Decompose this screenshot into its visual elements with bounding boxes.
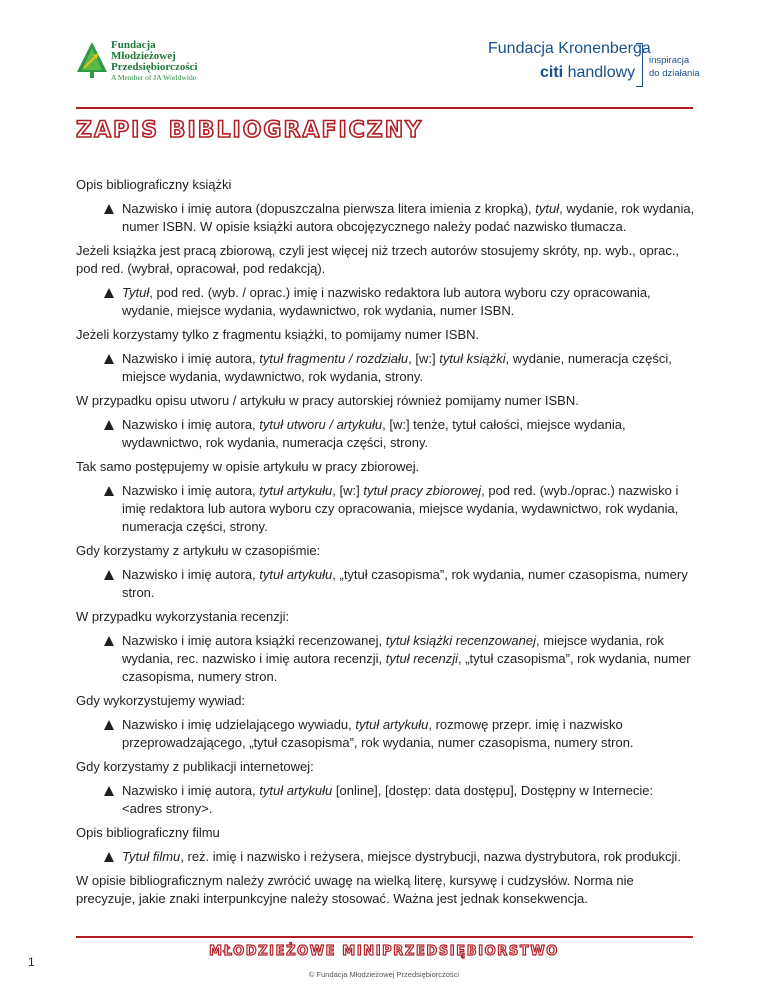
text-run: , [w:]: [332, 483, 364, 498]
kronenberg-logo: [488, 40, 698, 90]
kronenberg-logo-name: Fundacja Kronenberga: [488, 40, 651, 57]
footer-divider: [76, 936, 693, 938]
triangle-bullet-icon: [104, 288, 114, 298]
text-run: , „tytuł czasopisma”, rok wydania, numer czasopisma, numery stron.: [122, 651, 691, 684]
italic-text: Tytuł: [122, 285, 150, 300]
bullet-item: [76, 782, 696, 818]
italic-text: tytuł artykułu: [259, 483, 333, 498]
italic-text: tytuł recenzji: [385, 651, 458, 666]
logo-slogan-line2: do działania: [649, 68, 700, 79]
text-run: Nazwisko i imię autora,: [122, 483, 260, 498]
triangle-bullet-icon: [104, 852, 114, 862]
paragraph: Gdy wykorzystujemy wywiad:: [76, 693, 246, 708]
tree-logo-icon: [74, 40, 110, 80]
bullet-item: [76, 566, 696, 602]
citi-handlowy-logo: [540, 64, 635, 82]
text-run: , reż. imię i nazwisko i reżysera, miejsce dystrybucji, nazwa dystrybutora, rok produkcji.: [180, 849, 681, 864]
italic-text: tytuł artykułu: [355, 717, 429, 732]
italic-text: Tytuł filmu: [122, 849, 181, 864]
triangle-bullet-icon: [104, 354, 114, 364]
text-run: Nazwisko i imię autora,: [122, 351, 260, 366]
triangle-bullet-icon: [104, 486, 114, 496]
text-run: [online], [dostęp: data dostępu], Dostępny w Internecie: <adres strony>.: [122, 783, 654, 816]
text-run: , wydanie, rok wydania, numer ISBN. W opisie książki autora obcojęzycznego należy podać nazwisko tłumacza.: [122, 201, 695, 234]
text-run: , [w:] tenże, tytuł całości, miejsce wydania, wydawnictwo, rok wydania, numeracja części, strony.: [122, 417, 626, 450]
triangle-bullet-icon: [104, 420, 114, 430]
italic-text: tytuł utworu / artykułu: [259, 417, 383, 432]
italic-text: tytuł książki: [439, 351, 506, 366]
bullet-item: [76, 284, 696, 320]
text-run: Nazwisko i imię autora,: [122, 567, 260, 582]
text-run: , „tytuł czasopisma”, rok wydania, numer czasopisma, numery stron.: [122, 567, 688, 600]
logo-slogan-line1: inspiracja: [649, 55, 690, 66]
paragraph: Gdy korzystamy z publikacji internetowej:: [76, 759, 314, 774]
italic-text: tytuł: [535, 201, 560, 216]
triangle-bullet-icon: [104, 720, 114, 730]
fmp-logo-line1: Fundacja: [111, 39, 156, 51]
italic-text: tytuł książki recenzowanej: [385, 633, 537, 648]
copyright-notice: © Fundacja Młodzieżowej Przedsiębiorczości: [308, 970, 460, 979]
bullet-item: [76, 848, 696, 866]
text-run: , pod red. (wyb. / oprac.) imię i nazwisko redaktora lub autora wyboru czy opracowania, wydanie, miejsce wydania, wydawnictwo, rok wydania, numer ISBN.: [122, 285, 651, 318]
text-run: Nazwisko i imię autora,: [122, 417, 260, 432]
text-run: , rozmowę przepr. imię i nazwisko przeprowadzającego, „tytuł czasopisma”, rok wydania, numer czasopisma, numery stron.: [122, 717, 634, 750]
text-run: Nazwisko i imię autora,: [122, 783, 260, 798]
text-run: , miejsce wydania, rok wydania, rec. nazwisko i imię autora recenzji,: [122, 633, 664, 666]
text-run: Nazwisko i imię autora książki recenzowanej,: [122, 633, 386, 648]
fmp-logo-tagline: A Member of JA Worldwide: [111, 73, 197, 82]
paragraph: Tak samo postępujemy w opisie artykułu w pracy zbiorowej.: [76, 459, 420, 474]
citi-wordmark: citi: [540, 64, 564, 81]
handlowy-wordmark: handlowy: [563, 64, 636, 81]
page-title: ZAPIS BIBLIOGRAFICZNY: [76, 118, 424, 143]
paragraph: Opis bibliograficzny książki: [76, 177, 232, 192]
page-number: 1: [28, 955, 35, 969]
italic-text: tytuł artykułu: [259, 783, 333, 798]
text-run: , wydanie, numeracja części, miejsce wydania, wydawnictwo, rok wydania, strony.: [122, 351, 672, 384]
text-run: , pod red. (wyb./oprac.) nazwisko i imię redaktora lub autora wyboru czy opracowania, miejsce wydania, wydawnictwo, rok wydania, numeracja części, strony.: [122, 483, 679, 534]
triangle-bullet-icon: [104, 786, 114, 796]
fmp-logo-line2: Młodzieżowej: [111, 50, 176, 62]
text-run: Nazwisko i imię autora (dopuszczalna pierwsza litera imienia z kropką),: [122, 201, 536, 216]
triangle-bullet-icon: [104, 570, 114, 580]
triangle-bullet-icon: [104, 636, 114, 646]
logo-bracket: [636, 43, 643, 87]
bullet-item: [76, 350, 696, 386]
paragraph: Jeżeli książka jest pracą zbiorową, czyli jest więcej niż trzech autorów stosujemy skróty, np. wyb., oprac., pod red. (wybrał, opracował, pod redakcją).: [76, 243, 680, 276]
header-divider: [76, 107, 693, 109]
text-run: Nazwisko i imię udzielającego wywiadu,: [122, 717, 356, 732]
paragraph: W przypadku wykorzystania recenzji:: [76, 609, 290, 624]
fmp-logo-line3: Przedsiębiorczości: [111, 61, 198, 73]
paragraph: W przypadku opisu utworu / artykułu w pracy autorskiej również pomijamy numer ISBN.: [76, 393, 579, 408]
italic-text: tytuł pracy zbiorowej: [363, 483, 482, 498]
text-run: , [w:]: [408, 351, 440, 366]
bullet-item: [76, 716, 696, 752]
bullet-item: [76, 416, 696, 452]
paragraph: Opis bibliograficzny filmu: [76, 825, 220, 840]
bullet-item: [76, 482, 696, 536]
paragraph: W opisie bibliograficznym należy zwrócić uwagę na wielką literę, kursywę i cudzysłów. Norma nie precyzuje, jakie znaki interpunkcyjne należy stosować. Ważna jest jednak konsekwencja.: [76, 873, 634, 906]
italic-text: tytuł artykułu: [259, 567, 333, 582]
italic-text: tytuł fragmentu / rozdziału: [259, 351, 409, 366]
footer-title: MŁODZIEŻOWE MINIPRZEDSIĘBIORSTWO: [209, 944, 559, 959]
document-body: [76, 176, 696, 914]
fmp-logo: [74, 40, 224, 85]
bullet-item: [76, 632, 696, 686]
bullet-item: [76, 200, 696, 236]
paragraph: Gdy korzystamy z artykułu w czasopiśmie:: [76, 543, 321, 558]
paragraph: Jeżeli korzystamy tylko z fragmentu książki, to pomijamy numer ISBN.: [76, 327, 480, 342]
triangle-bullet-icon: [104, 204, 114, 214]
